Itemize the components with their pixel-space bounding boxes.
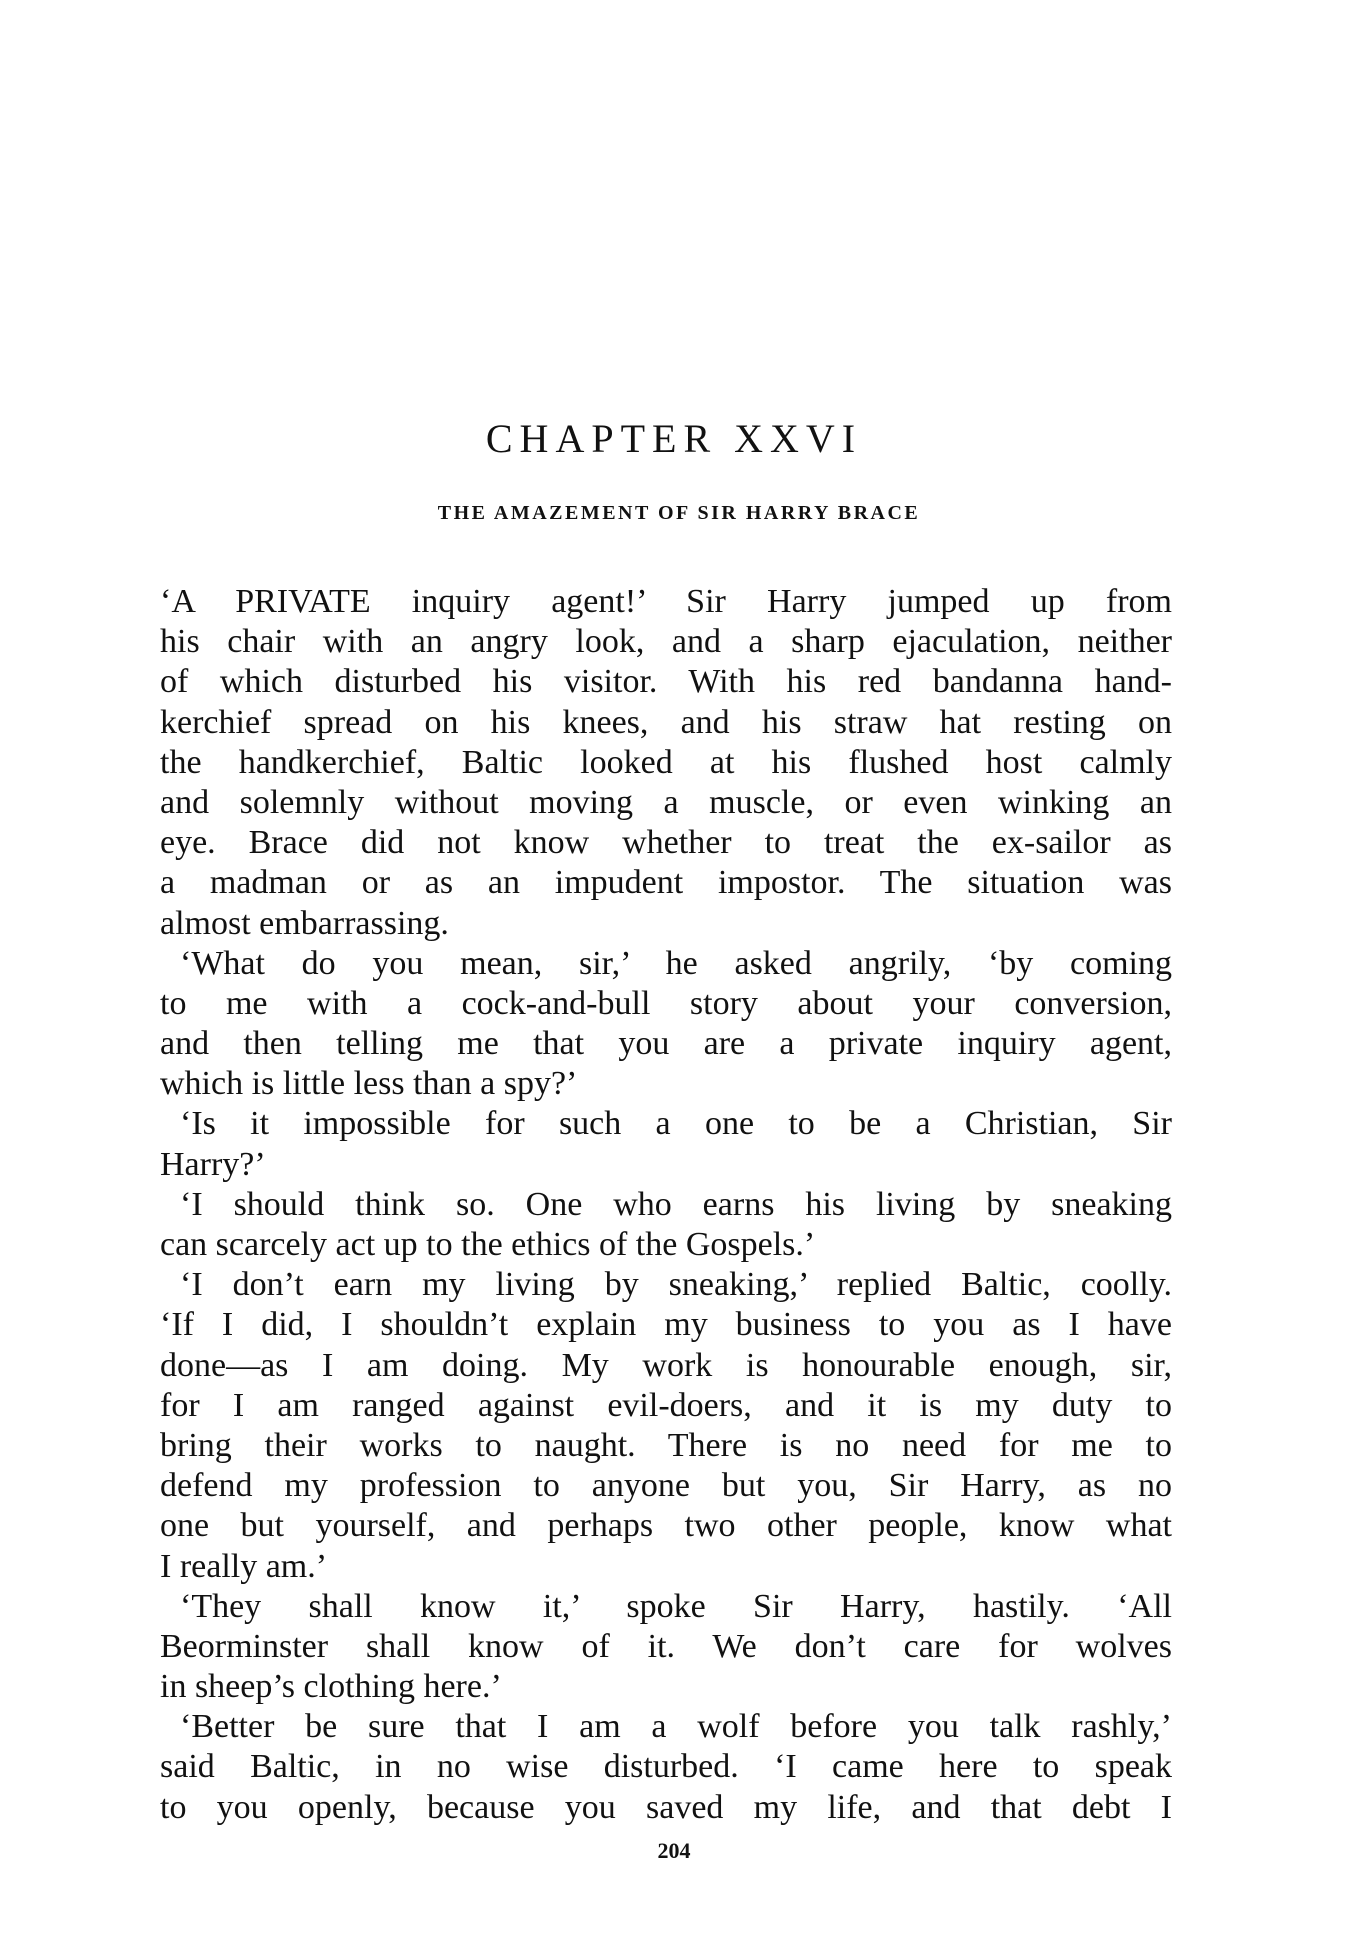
text-line: to me with a cock-and-bull story about your conversion,	[160, 984, 1172, 1022]
text-line: ‘Is it impossible for such a one to be a Christian, Sir	[180, 1105, 1172, 1143]
body-text	[160, 582, 1172, 1828]
text-line: in sheep’s clothing here.’	[160, 1668, 502, 1706]
text-line: almost embarrassing.	[160, 904, 449, 942]
text-line: ‘Better be sure that I am a wolf before you talk rashly,’	[180, 1708, 1172, 1746]
text-line: done—as I am doing. My work is honourable enough, sir,	[160, 1346, 1172, 1384]
text-line: said Baltic, in no wise disturbed. ‘I came here to speak	[160, 1748, 1172, 1786]
text-line: ‘I don’t earn my living by sneaking,’ replied Baltic, coolly.	[180, 1266, 1172, 1304]
text-line: a madman or as an impudent impostor. The situation was	[160, 864, 1172, 902]
text-line: bring their works to naught. There is no need for me to	[160, 1426, 1172, 1464]
text-line: and solemnly without moving a muscle, or even winking an	[160, 783, 1172, 821]
text-line: ‘They shall know it,’ spoke Sir Harry, hastily. ‘All	[180, 1587, 1172, 1625]
chapter-title: CHAPTER XXVI	[485, 416, 863, 461]
page-number: 204	[657, 1838, 691, 1863]
text-line: ‘What do you mean, sir,’ he asked angrily, ‘by coming	[180, 944, 1172, 982]
text-line: to you openly, because you saved my life, and that debt I	[160, 1788, 1172, 1826]
text-line: and then telling me that you are a private inquiry agent,	[160, 1025, 1172, 1063]
text-line: ‘A PRIVATE inquiry agent!’ Sir Harry jumped up from	[160, 583, 1172, 620]
text-line: kerchief spread on his knees, and his straw hat resting on	[160, 703, 1172, 741]
text-line: for I am ranged against evil-doers, and it is my duty to	[160, 1386, 1172, 1424]
text-line: defend my profession to anyone but you, Sir Harry, as no	[160, 1467, 1172, 1505]
text-line: Harry?’	[160, 1145, 266, 1183]
text-line: I really am.’	[160, 1547, 328, 1585]
text-line: his chair with an angry look, and a sharp ejaculation, neither	[160, 623, 1172, 661]
text-line: Beorminster shall know of it. We don’t care for wolves	[160, 1627, 1172, 1665]
text-line: ‘If I did, I shouldn’t explain my business to you as I have	[160, 1306, 1172, 1344]
chapter-subtitle: THE AMAZEMENT OF SIR HARRY BRACE	[437, 502, 921, 524]
text-line: of which disturbed his visitor. With his red bandanna hand-	[160, 663, 1172, 701]
text-line: which is little less than a spy?’	[160, 1065, 578, 1103]
text-line: can scarcely act up to the ethics of the Gospels.’	[160, 1226, 816, 1263]
text-line: one but yourself, and perhaps two other people, know what	[160, 1507, 1172, 1545]
text-line: the handkerchief, Baltic looked at his flushed host calmly	[160, 743, 1172, 781]
text-line: ‘I should think so. One who earns his living by sneaking	[180, 1185, 1172, 1223]
text-line: eye. Brace did not know whether to treat the ex-sailor as	[160, 824, 1172, 862]
